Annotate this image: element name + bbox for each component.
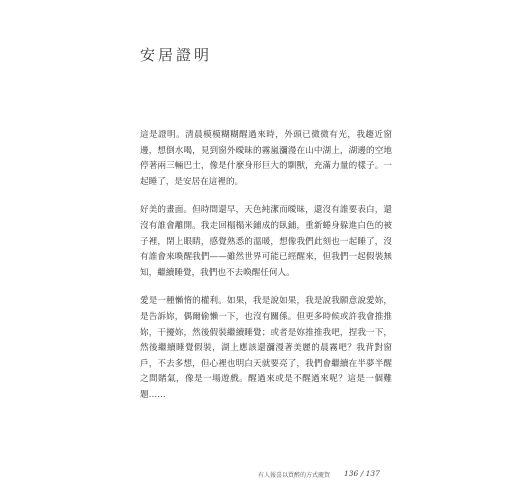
- paragraph-3: 愛是一種懶惰的權利。如果，我是說如果，我是說我願意說愛妳，是告訴妳，偶爾偷懶一下，也沒有關係。但更多時候或許我會推推妳，干擾妳，然後假裝繼續睡覺；或者是妳推推我吧，捏我一下，然後繼續睡覺假裝，湖上應該還瀰漫著美麗的晨霧吧？我背對窗戶，不去多想，但心裡也明白天就要亮了，我們會繼續在半夢半醒之間賭氣，像是一場遊戲。醒過來或是不醒過來呢？這是一個難題……: [140, 296, 392, 400]
- body-text: [140, 128, 392, 417]
- running-title: 有人報喜以買醉的方式慶賀: [258, 472, 331, 479]
- page-footer: [258, 470, 408, 479]
- chapter-title: 安居證明: [140, 46, 213, 64]
- paragraph-1: 這是證明。清晨模模糊糊醒過來時，外頭已微微有光，我趨近窗邊，想倒水喝，見到窗外曖昧的霧嵐瀰漫在山中湖上，湖邊的空地停著兩三輛巴士，像是什麼身形巨大的馴獸，充滿力量的樣子。一起睡了，是安居在這裡的。: [140, 130, 392, 187]
- page-numbers: 136 / 137: [344, 469, 380, 478]
- paragraph-2: 好美的畫面。但時間還早，天色純潔而曖昧，還沒有誰要表白，還沒有誰會離開。我走回榻榻米鋪成的臥鋪，重新蜷身躲進白色的被子裡，閉上眼睛，感覺熟悉的溫暖，想像我們此刻也一起睡了，沒有誰會來喚醒我們——雖然世界可能已經醒來，但我們一起假裝無知，繼續睡覺，我們也不去喚醒任何人。: [140, 205, 392, 278]
